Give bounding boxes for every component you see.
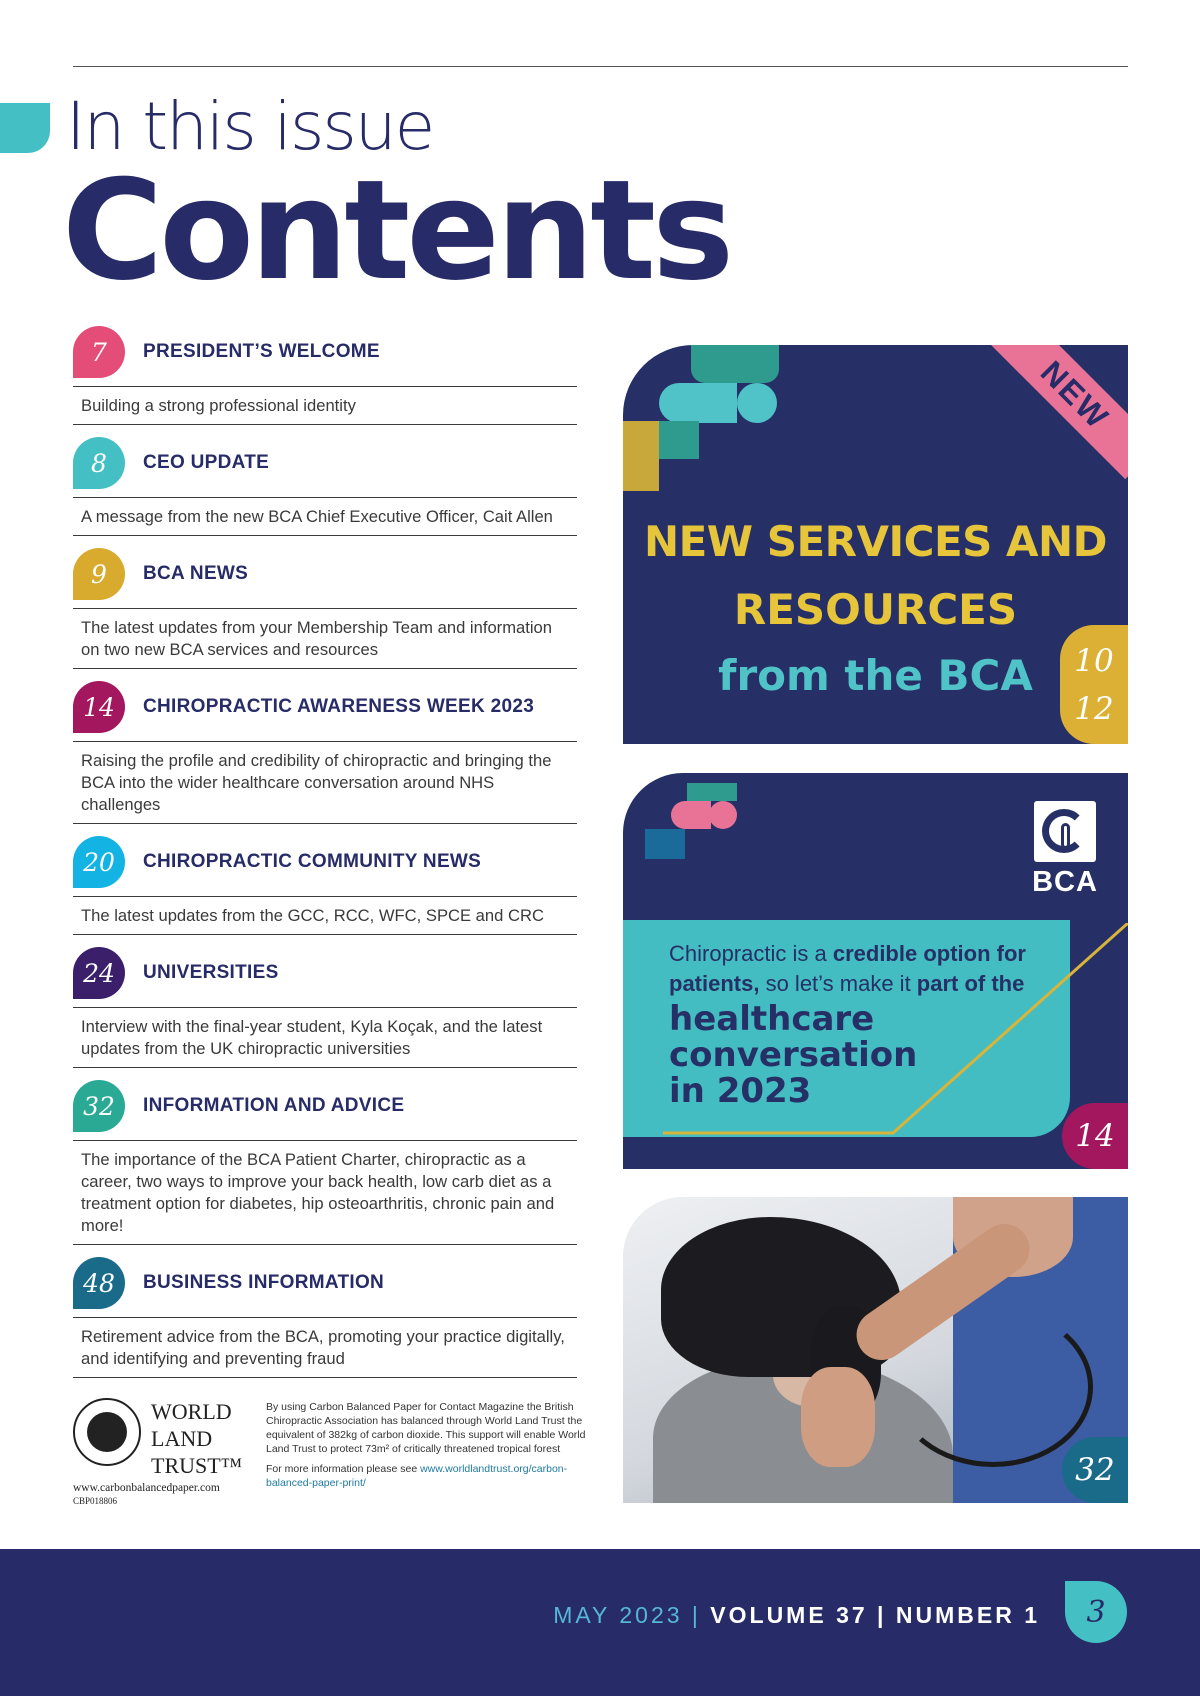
toc-description: The importance of the BCA Patient Charter, chiropractic as a career, two ways to improve your back health, low carb diet as a treatment option for diabetes, hip osteoarthritis, chronic pain and more!	[73, 1140, 577, 1245]
page-badge-32: 32	[1062, 1437, 1128, 1503]
panel1-headline-2: RESOURCES	[733, 585, 1018, 634]
toc-entry-header	[73, 437, 577, 489]
page-number-a: 10	[1074, 642, 1114, 679]
panel2-headline: healthcare conversation in 2023	[669, 999, 918, 1111]
page-number-badge: 9	[73, 548, 125, 600]
feature-panel-awareness-week[interactable]	[623, 773, 1128, 1169]
toc-heading: BCA NEWS	[143, 563, 249, 584]
footer-date: MAY 2023	[553, 1602, 683, 1628]
carbon-balanced-url[interactable]: www.carbonbalancedpaper.com	[73, 1482, 220, 1494]
panel2-message: Chiropractic is a credible option for patients, so let’s make it part of the	[669, 941, 1026, 996]
toc-description: Interview with the final-year student, Kyla Koçak, and the latest updates from the UK chiropractic universities	[73, 1007, 577, 1068]
carbon-note-text: By using Carbon Balanced Paper for Contact Magazine the British Chiropractic Association has balanced through World Land Trust the equivalent of 382kg of carbon dioxide. This support will enable World Land Trust to protect 73m² of critically threatened tropical forest	[266, 1401, 586, 1455]
panel1-headline-3: from the BCA	[718, 651, 1033, 700]
decor-shape	[737, 383, 777, 423]
toc-description: Retirement advice from the BCA, promoting your practice digitally, and identifying and preventing fraud	[73, 1317, 577, 1378]
decor-shape	[709, 801, 737, 829]
page-number-badge: 7	[73, 326, 125, 378]
new-ribbon: NEW	[991, 345, 1128, 479]
toc-entry[interactable]	[73, 548, 577, 669]
page-title: Contents	[62, 150, 731, 311]
page-number-badge: 14	[73, 681, 125, 733]
decor-shape	[687, 783, 737, 801]
page-number-badge: 8	[73, 437, 125, 489]
toc-heading: CHIROPRACTIC AWARENESS WEEK 2023	[143, 696, 535, 717]
wlt-name: WORLD LAND TRUST™	[151, 1399, 243, 1478]
decor-shape	[659, 383, 737, 423]
stethoscope-icon	[893, 1307, 1093, 1467]
toc-entry[interactable]	[73, 836, 577, 935]
toc-entry-header	[73, 947, 577, 999]
toc-entry[interactable]	[73, 1257, 577, 1378]
toc-entry-header	[73, 681, 577, 733]
toc-entry-header	[73, 1257, 577, 1309]
toc-entry[interactable]	[73, 947, 577, 1068]
decor-shape	[671, 801, 711, 829]
page-number-badge: 32	[73, 1080, 125, 1132]
toc-heading: PRESIDENT’S WELCOME	[143, 341, 380, 362]
toc-entry[interactable]	[73, 681, 577, 824]
toc-description: A message from the new BCA Chief Executive Officer, Cait Allen	[73, 497, 577, 536]
toc-entry[interactable]	[73, 437, 577, 536]
toc-heading: UNIVERSITIES	[143, 962, 279, 983]
more-info-prefix: For more information please see	[266, 1463, 421, 1475]
feature-panel-photo[interactable]	[623, 1197, 1128, 1503]
section-tab-marker	[0, 103, 50, 153]
toc-heading: INFORMATION AND ADVICE	[143, 1095, 405, 1116]
page-kicker: In this issue	[66, 88, 434, 165]
toc-description: The latest updates from your Membership Team and information on two new BCA services and resources	[73, 608, 577, 669]
toc-entry-header	[73, 326, 577, 378]
bca-logo	[1032, 801, 1098, 899]
toc-entry[interactable]	[73, 326, 577, 425]
toc-entry-header	[73, 1080, 577, 1132]
page-badge-10-12	[1060, 625, 1128, 744]
world-land-trust-logo	[73, 1398, 253, 1508]
page-number-badge: 3	[1065, 1581, 1127, 1643]
bca-logo-icon	[1034, 801, 1096, 862]
bca-logo-text: BCA	[1032, 866, 1098, 898]
page-number-b: 12	[1074, 690, 1114, 727]
page-badge-14: 14	[1062, 1103, 1128, 1169]
footer-volume: VOLUME 37 | NUMBER 1	[710, 1602, 1040, 1628]
wlt-link[interactable]: www.worldlandtrust.org/carbon-balanced-paper-print/	[266, 1463, 568, 1489]
toc-entry-header	[73, 548, 577, 600]
photo-doctor-hand	[801, 1367, 875, 1467]
page-number-badge: 48	[73, 1257, 125, 1309]
carbon-balanced-seal-icon	[73, 1398, 141, 1466]
toc-heading: BUSINESS INFORMATION	[143, 1272, 385, 1293]
decor-shape	[659, 421, 699, 459]
toc-heading: CEO UPDATE	[143, 452, 270, 473]
carbon-balanced-code: CBP018806	[73, 1496, 118, 1506]
more-info-line	[266, 1462, 586, 1490]
carbon-balanced-note	[266, 1400, 586, 1490]
toc-entry[interactable]	[73, 1080, 577, 1245]
page-number-badge: 24	[73, 947, 125, 999]
decor-shape	[645, 829, 685, 859]
top-rule	[73, 66, 1128, 67]
footer-separator: |	[682, 1602, 711, 1628]
contents-list	[73, 326, 577, 1390]
decor-shape	[623, 421, 659, 491]
toc-entry-header	[73, 836, 577, 888]
toc-description: Building a strong professional identity	[73, 386, 577, 425]
page-footer	[0, 1549, 1200, 1696]
panel1-headline-1: NEW SERVICES AND	[643, 517, 1108, 566]
feature-panel-new-services[interactable]	[623, 345, 1128, 744]
toc-description: The latest updates from the GCC, RCC, WFC, SPCE and CRC	[73, 896, 577, 935]
toc-description: Raising the profile and credibility of chiropractic and bringing the BCA into the wider healthcare conversation around NHS challenges	[73, 741, 577, 824]
decor-shape	[691, 345, 779, 383]
footer-issue-info	[553, 1602, 1040, 1629]
page-number-badge: 20	[73, 836, 125, 888]
toc-heading: CHIROPRACTIC COMMUNITY NEWS	[143, 851, 482, 872]
